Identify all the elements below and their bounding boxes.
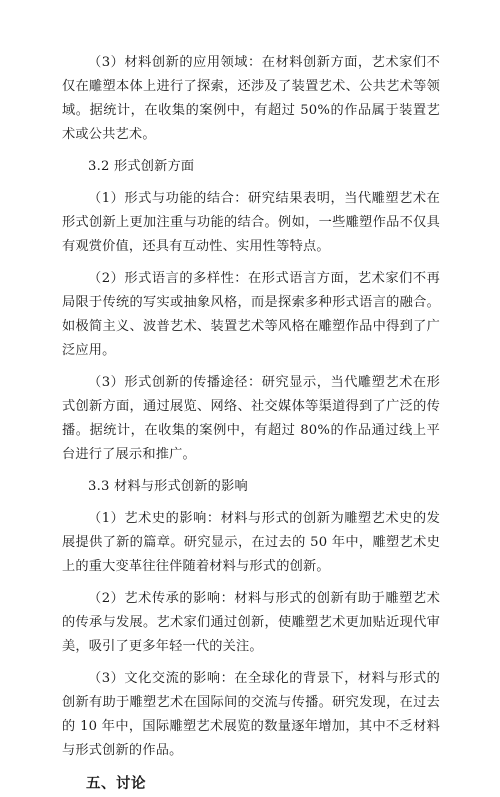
paragraph-art-history: （1）艺术史的影响：材料与形式的创新为雕塑艺术史的发展提供了新的篇章。研究显示，在过去的 50 年中，雕塑艺术史上的重大变革往往伴随着材料与形式的创新。 <box>62 511 440 574</box>
subheading-3-2: 3.2 形式创新方面 <box>88 159 195 174</box>
paragraph-cultural-exchange: （3）文化交流的影响：在全球化的背景下，材料与形式的创新有助于雕塑艺术在国际间的交流与传播。研究发现，在过去的 10 年中，国际雕塑艺术展览的数量逐年增加，其中不乏材料与形式创新的作品。 <box>62 671 440 758</box>
paragraph-form-spread: （3）形式创新的传播途径：研究显示，当代雕塑艺术在形式创新方面，通过展览、网络、社交媒体等渠道得到了广泛的传播。据统计，在收集的案例中，有超过 80%的作品通过线上平台进行了展示和推广。 <box>62 375 440 462</box>
paragraph-art-heritage: （2）艺术传承的影响：材料与形式的创新有助于雕塑艺术的传承与发展。艺术家们通过创新，使雕塑艺术更加贴近现代审美，吸引了更多年轻一代的关注。 <box>62 591 440 654</box>
paragraph-form-language: （2）形式语言的多样性：在形式语言方面，艺术家们不再局限于传统的写实或抽象风格，而是探索多种形式语言的融合。如极简主义、波普艺术、装置艺术等风格在雕塑作品中得到了广泛应用。 <box>62 271 440 358</box>
section-heading-discussion: 五、讨论 <box>86 776 146 792</box>
paragraph-material-application: （3）材料创新的应用领域：在材料创新方面，艺术家们不仅在雕塑本体上进行了探索，还涉及了装置艺术、公共艺术等领域。据统计，在收集的案例中，有超过 50%的作品属于装置艺术或公共艺术。 <box>62 55 440 142</box>
subheading-3-3: 3.3 材料与形式创新的影响 <box>88 479 248 494</box>
paragraph-form-function: （1）形式与功能的结合：研究结果表明，当代雕塑艺术在形式创新上更加注重与功能的结合。例如，一些雕塑作品不仅具有观赏价值，还具有互动性、实用性等特点。 <box>62 191 440 254</box>
document-page <box>62 51 440 797</box>
